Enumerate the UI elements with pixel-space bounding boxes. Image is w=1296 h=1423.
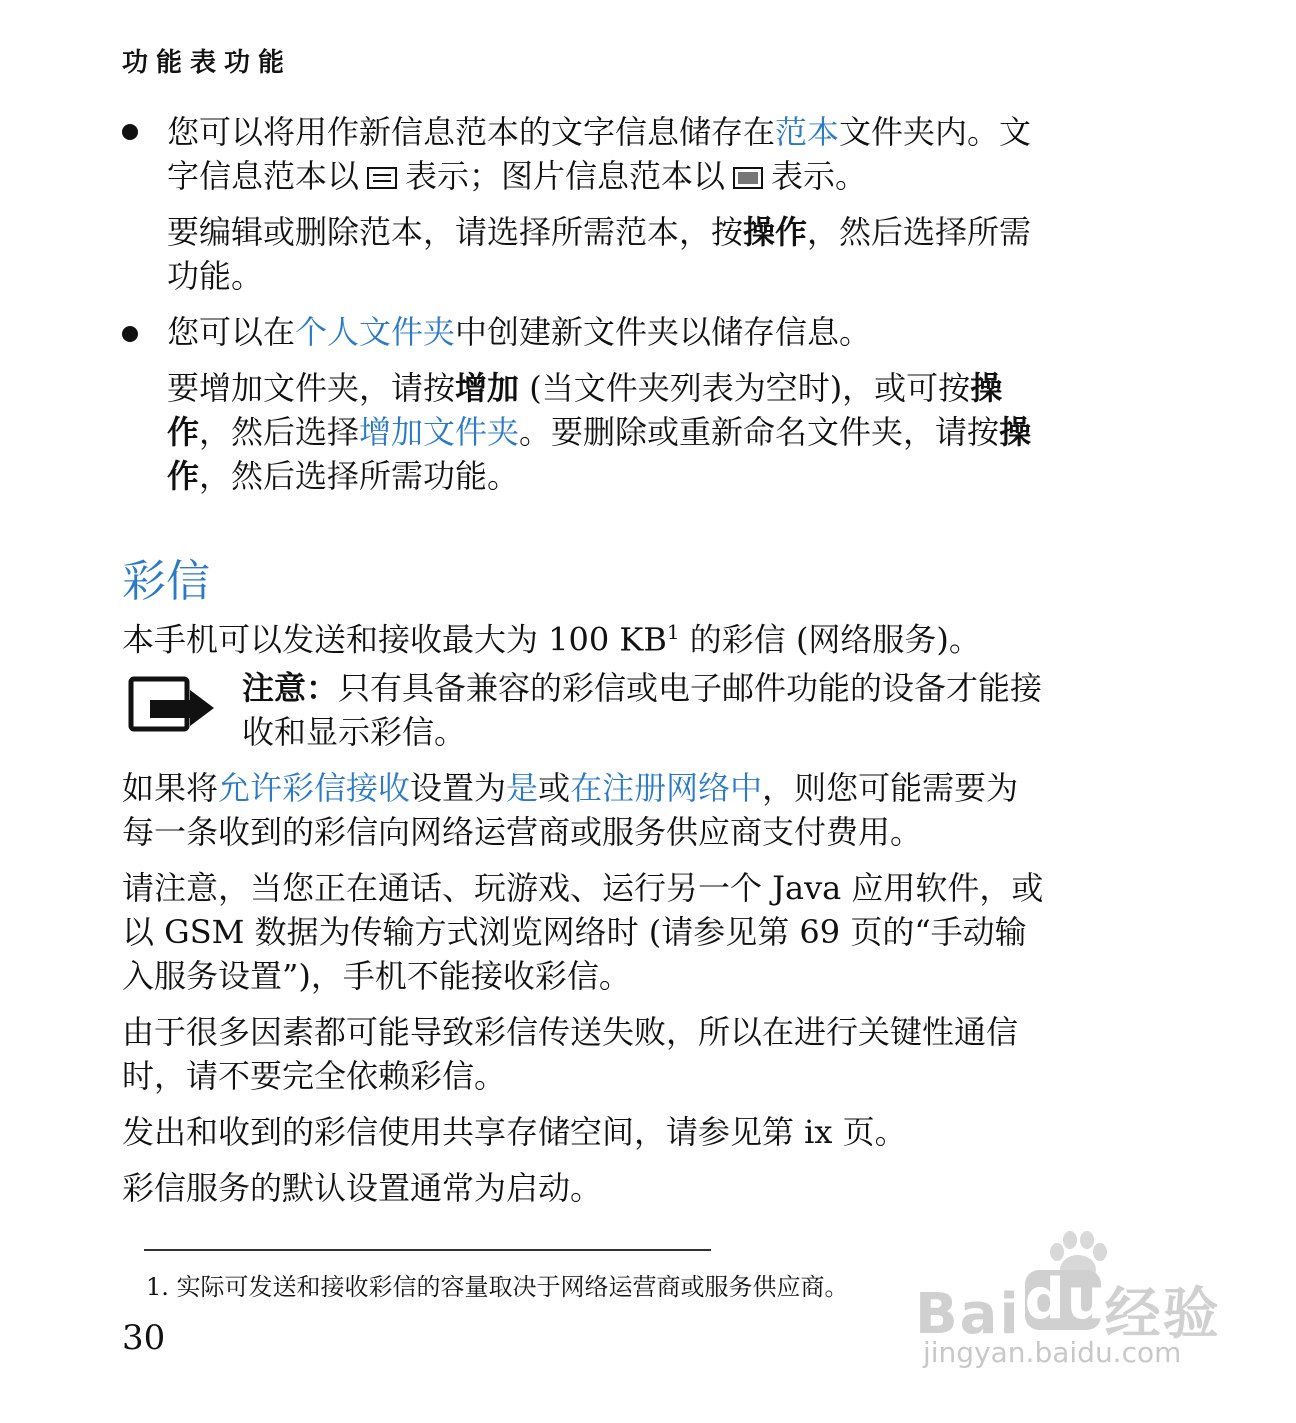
text: 或	[538, 769, 571, 807]
shared-memory-paragraph: 发出和收到的彩信使用共享存储空间，请参见第 ix 页。	[122, 1113, 907, 1151]
text: ，然后选择所需功能。	[199, 457, 520, 495]
text: 入服务设置”)，手机不能接收彩信。	[122, 957, 631, 995]
default-setting-paragraph: 彩信服务的默认设置通常为启动。	[122, 1169, 603, 1207]
footnote-divider	[144, 1249, 711, 1251]
link-in-home-network[interactable]: 在注册网络中	[570, 769, 763, 807]
text: 字信息范本以	[167, 157, 360, 195]
options-keyword: 作	[167, 457, 200, 495]
text: 表示。	[771, 157, 868, 195]
text: 以 GSM 数据为传输方式浏览网络时 (请参见第 69 页的“手动输	[122, 913, 1027, 951]
bullet-1-paragraph	[167, 110, 1157, 198]
text: 收和显示彩信。	[242, 713, 467, 751]
text: 您可以将用作新信息范本的文字信息储存在	[167, 113, 776, 151]
link-allow-mms[interactable]: 允许彩信接收	[218, 769, 411, 807]
note-label: 注意：	[242, 669, 339, 707]
watermark-url: jingyan.baidu.com	[923, 1336, 1182, 1369]
text: 经验	[1104, 1282, 1221, 1347]
text: 要编辑或删除范本，请选择所需范本，按	[167, 213, 744, 251]
text: 要增加文件夹，请按	[167, 369, 456, 407]
link-personal-folders[interactable]: 个人文件夹	[295, 313, 456, 351]
note-paragraph	[242, 666, 1162, 754]
text-template-icon	[367, 167, 397, 189]
text: (当文件夹列表为空时)，或可按	[519, 369, 971, 407]
bullet-2-paragraph	[167, 310, 1157, 354]
link-yes[interactable]: 是	[506, 769, 539, 807]
options-keyword: 操作	[743, 213, 808, 251]
text: 的彩信 (网络服务)。	[679, 620, 981, 659]
picture-template-icon	[733, 167, 763, 189]
bullet-dot	[122, 326, 138, 342]
text: 只有具备兼容的彩信或电子邮件功能的设备才能接	[338, 669, 1043, 707]
section-title: 彩信	[122, 556, 210, 607]
text: 由于很多因素都可能导致彩信传送失败，所以在进行关键性通信	[122, 1013, 1019, 1051]
text: 时，请不要完全依赖彩信。	[122, 1057, 507, 1095]
text: ，然后选择所需	[807, 213, 1032, 251]
note-hand-icon	[128, 676, 216, 734]
text: ，则您可能需要为	[762, 769, 1019, 807]
link-add-folder[interactable]: 增加文件夹	[359, 413, 520, 451]
footnote-text: 实际可发送和接收彩信的容量取决于网络运营商或服务供应商。	[176, 1273, 849, 1301]
text: ，然后选择	[199, 413, 360, 451]
page-number: 30	[122, 1318, 166, 1358]
section-intro	[122, 610, 1142, 662]
text: Bai	[915, 1282, 1021, 1347]
mms-receive-paragraph	[122, 766, 1142, 854]
link-templates[interactable]: 范本	[775, 113, 840, 151]
mms-note-paragraph	[122, 866, 1142, 998]
text: 每一条收到的彩信向网络运营商或服务供应商支付费用。	[122, 813, 923, 851]
text: du	[1024, 1267, 1109, 1332]
text: 请注意，当您正在通话、玩游戏、运行另一个 Java 应用软件，或	[122, 869, 1044, 907]
text: 如果将	[122, 769, 219, 807]
baidu-watermark	[915, 1230, 1245, 1380]
page-header: 功能表功能	[122, 48, 293, 78]
footnote-ref[interactable]: 1	[666, 620, 680, 644]
text: 表示；图片信息范本以	[405, 157, 726, 195]
footnote-number: 1.	[146, 1273, 169, 1301]
footnote	[146, 1270, 849, 1304]
add-keyword: 增加	[455, 369, 520, 407]
options-keyword: 操	[970, 369, 1003, 407]
bullet-dot	[122, 124, 138, 140]
text: 。要删除或重新命名文件夹，请按	[519, 413, 1000, 451]
text: 中创建新文件夹以储存信息。	[455, 313, 872, 351]
options-keyword: 操	[999, 413, 1032, 451]
mms-reliability-paragraph	[122, 1010, 1142, 1098]
text: 功能。	[167, 257, 264, 295]
text: 您可以在	[167, 313, 296, 351]
bullet-2-subparagraph	[167, 366, 1157, 498]
text: 文件夹内。文	[839, 113, 1032, 151]
options-keyword: 作	[167, 413, 200, 451]
text: 本手机可以发送和接收最大为 100 KB	[122, 620, 667, 659]
bullet-1-subparagraph	[167, 210, 1157, 298]
text: 设置为	[410, 769, 507, 807]
